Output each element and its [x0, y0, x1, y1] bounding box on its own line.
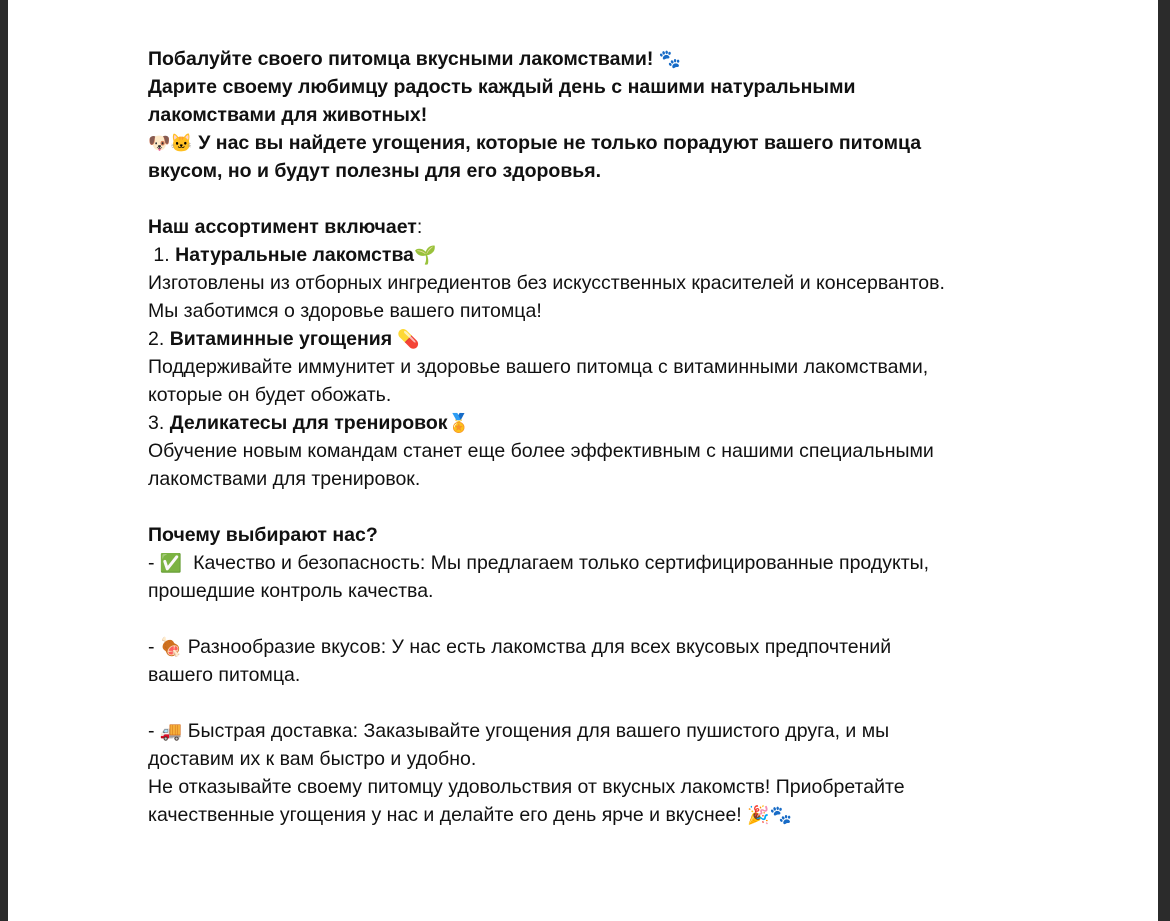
intro-title: Побалуйте своего питомца вкусными лакомствами! — [148, 48, 654, 70]
list-item-title — [148, 241, 1028, 269]
dash: - — [148, 636, 160, 658]
spacer — [148, 605, 1028, 633]
pill-icon: 💊 — [392, 329, 420, 349]
dash: - — [148, 720, 160, 742]
list-item-number: 3. — [148, 412, 170, 434]
party-paw-icon: 🎉🐾 — [747, 805, 792, 825]
why-point-text: доставим их к вам быстро и удобно. — [148, 748, 477, 770]
list-item-desc: которые он будет обожать. — [148, 384, 392, 406]
assortment-heading-colon: : — [416, 216, 423, 238]
closing-line-1: Не отказывайте своему питомцу удовольствия от вкусных лакомств! Приобретайте — [148, 776, 905, 798]
intro-promise-2: вкусом, но и будут полезны для его здоровья. — [148, 160, 602, 182]
list-item-desc: Мы заботимся о здоровье вашего питомца! — [148, 300, 542, 322]
intro-subtitle-2: лакомствами для животных! — [148, 104, 428, 126]
document-page — [8, 0, 1158, 921]
check-mark-icon: ✅ — [159, 553, 183, 573]
assortment-heading-line — [148, 213, 1028, 241]
why-point-text: Разнообразие вкусов: У нас есть лакомства для всех вкусовых предпочтений — [182, 636, 892, 658]
spacer — [148, 689, 1028, 717]
meat-icon: 🍖 — [159, 637, 183, 657]
list-item-desc: Обучение новым командам станет еще более эффективным с нашими специальными — [148, 440, 934, 462]
list-item-title — [148, 409, 1028, 437]
intro-promise-1: У нас вы найдете угощения, которые не только порадуют вашего питомца — [198, 132, 922, 154]
list-item-title — [148, 325, 1028, 353]
spacer — [148, 493, 1028, 521]
seedling-icon: 🌱 — [414, 245, 437, 265]
list-item-heading: Витаминные угощения — [169, 328, 393, 350]
list-item-desc: Изготовлены из отборных ингредиентов без искусственных красителей и консервантов. — [148, 272, 945, 294]
why-point-text: вашего питомца. — [148, 664, 301, 686]
list-item-number: 2. — [148, 328, 170, 350]
medal-icon: 🏅 — [447, 413, 470, 433]
delivery-truck-icon: 🚚 — [159, 721, 183, 741]
why-point-text: Качество и безопасность: Мы предлагаем только сертифицированные продукты, — [182, 552, 930, 574]
why-point-line — [148, 717, 1028, 745]
list-item-number: 1. — [148, 244, 176, 266]
paw-prints-icon: 🐾 — [658, 49, 682, 69]
why-point-line — [148, 549, 1028, 577]
closing-line-2-wrap — [148, 801, 1028, 829]
document-body — [148, 45, 1028, 829]
list-item-heading: Натуральные лакомства — [175, 244, 415, 266]
intro-title-line — [148, 45, 1028, 73]
why-point-text: прошедшие контроль качества. — [148, 580, 434, 602]
dash: - — [148, 552, 160, 574]
list-item-desc: лакомствами для тренировок. — [148, 468, 421, 490]
assortment-heading: Наш ассортимент включает — [148, 216, 417, 238]
intro-promise-line-1 — [148, 129, 1028, 157]
list-item-heading: Деликатесы для тренировок — [169, 412, 448, 434]
why-point-text: Быстрая доставка: Заказывайте угощения для вашего пушистого друга, и мы — [182, 720, 890, 742]
list-item-desc: Поддерживайте иммунитет и здоровье вашего питомца с витаминными лакомствами, — [148, 356, 929, 378]
spacer — [148, 185, 1028, 213]
closing-line-2: качественные угощения у нас и делайте его день ярче и вкуснее! — [148, 804, 748, 826]
intro-subtitle-1: Дарите своему любимцу радость каждый день с нашими натуральными — [148, 76, 856, 98]
why-us-heading: Почему выбирают нас? — [148, 524, 378, 546]
dog-cat-icon: 🐶🐱 — [148, 133, 193, 153]
why-point-line — [148, 633, 1028, 661]
